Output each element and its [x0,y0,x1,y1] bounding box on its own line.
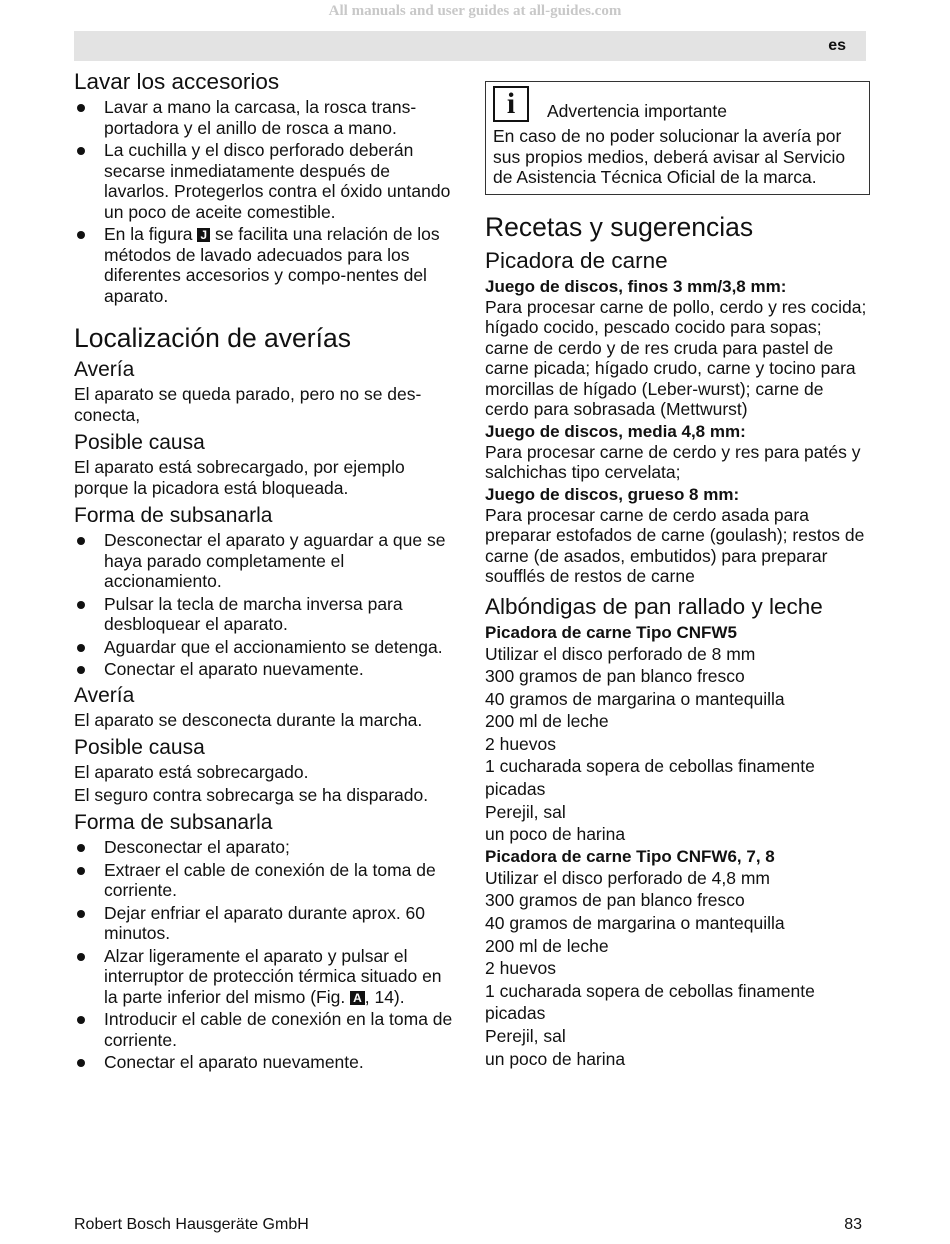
list-item: La cuchilla y el disco perforado deberán secarse inmediatamente después de lavarlos. Protegerlos contra el óxido untando un poco de aceite comestible. [74,140,459,222]
ingredient-line: Perejil, sal [485,801,566,822]
heading-forma-subsanarla: Forma de subsanarla [74,811,273,834]
watermark: All manuals and user guides at all-guides.com [328,3,622,19]
figure-ref-badge: A [350,991,365,1005]
ingredient-line: 2 huevos [485,958,557,979]
steps-list [74,837,459,1073]
important-notice-box [485,81,870,195]
section-title-localizacion: Localización de averías [74,323,351,353]
disc-text: Para procesar carne de cerdo y res para patés y salchichas tipo cervelata; [485,441,861,482]
heading-posible-causa: Posible causa [74,736,205,759]
ingredient-line: 40 gramos de margarina o mantequilla [485,913,785,934]
subsection-title-picadora: Picadora de carne [485,247,668,273]
notice-title: Advertencia importante [547,101,727,121]
right-column [485,81,870,1070]
ingredient-line: 1 cucharada sopera de cebollas finamente picadas [485,756,815,800]
disc-text: Para procesar carne de cerdo asada para preparar estofados de carne (goulash); restos de carne (de asados, embutidos) para preparar soufflés de restos de carne [485,504,865,586]
ingredient-line: un poco de harina [485,1048,626,1069]
ingredient-line: un poco de harina [485,824,626,845]
heading-forma-subsanarla: Forma de subsanarla [74,504,273,527]
ingredient-line: 2 huevos [485,733,557,754]
ingredient-line: 200 ml de leche [485,935,609,956]
heading-posible-causa: Posible causa [74,431,205,454]
recipe-title: Picadora de carne Tipo CNFW6, 7, 8 [485,846,775,866]
disc-title: Juego de discos, finos 3 mm/3,8 mm: [485,276,787,296]
notice-text: En caso de no poder solucionar la avería por sus propios medios, deberá avisar al Servicio de Asistencia Técnica Oficial de la marca. [493,126,846,187]
lavar-list [74,97,459,306]
left-column [74,66,459,1075]
ingredient-line: 200 ml de leche [485,711,609,732]
recipe-title: Picadora de carne Tipo CNFW5 [485,622,737,642]
language-bar [74,31,866,61]
list-item: Desconectar el aparato; [74,837,459,858]
notice-header [493,86,862,122]
causa-text: El aparato está sobrecargado, por ejemplo porque la picadora está bloqueada. [74,457,405,498]
ingredient-line: Perejil, sal [485,1026,566,1046]
page-number: 83 [844,1216,862,1233]
footer-company: Robert Bosch Hausgeräte GmbH [74,1216,309,1233]
causa-text: El aparato está sobrecargado. [74,762,309,782]
list-item: Aguardar que el accionamiento se detenga. [74,637,459,658]
ingredient-line: 1 cucharada sopera de cebollas finamente picadas [485,980,815,1024]
list-item-text: En la figura [104,224,198,244]
list-item-text: Alzar ligeramente el aparato y pulsar el interruptor de protección térmica situado en la parte inferior del mismo (Fig. [104,945,442,1007]
list-item: Desconectar el aparato y aguardar a que se haya parado completamente el accionamiento. [74,530,459,592]
heading-averia: Avería [74,683,135,707]
ingredient-line: 40 gramos de margarina o mantequilla [485,688,785,709]
disc-text: Para procesar carne de pollo, cerdo y res cocida; hígado cocido, pescado cocido para sopas; carne de cerdo y de res cruda para pastel de carne picada; hígado crudo, carne y tocino para morcillas de hígado (Leber-wurst); carne de cerdo para sobrasada (Mettwurst) [485,296,867,419]
ingredient-line: 300 gramos de pan blanco fresco [485,666,745,687]
list-item [74,224,459,306]
list-item: Pulsar la tecla de marcha inversa para desbloquear el aparato. [74,594,459,635]
disc-title: Juego de discos, media 4,8 mm: [485,421,746,441]
list-item: Extraer el cable de conexión de la toma de corriente. [74,860,459,901]
figure-ref-badge: J [197,228,210,242]
list-item: Conectar el aparato nuevamente. [74,1052,459,1073]
language-code: es [828,37,846,54]
averia-text: El aparato se desconecta durante la marcha. [74,709,423,730]
causa-text: El seguro contra sobrecarga se ha disparado. [74,784,429,805]
list-item: Dejar enfriar el aparato durante aprox. 60 minutos. [74,903,459,944]
ingredient-line: Utilizar el disco perforado de 8 mm [485,643,756,664]
heading-averia: Avería [74,358,135,381]
info-icon: i [493,86,529,122]
ingredient-line: Utilizar el disco perforado de 4,8 mm [485,867,770,888]
ingredient-line: 300 gramos de pan blanco fresco [485,890,745,911]
list-item-text: , 14). [364,986,405,1007]
section-title-lavar: Lavar los accesorios [74,69,280,94]
list-item [74,946,459,1008]
list-item: Conectar el aparato nuevamente. [74,659,459,680]
subsection-title-albondigas: Albóndigas de pan rallado y leche [485,593,823,619]
steps-list [74,530,459,680]
list-item-text: se facilita una relación de los métodos de lavado adecuados para los diferentes accesorios y compo-nentes del aparato. [104,224,440,306]
section-title-recetas: Recetas y sugerencias [485,211,754,242]
list-item: Lavar a mano la carcasa, la rosca trans-portadora y el anillo de rosca a mano. [74,97,459,138]
list-item: Introducir el cable de conexión en la toma de corriente. [74,1009,459,1050]
recipe-ingredients [485,643,870,846]
averia-text: El aparato se queda parado, pero no se des-conecta, [74,384,422,425]
recipe-ingredients [485,867,870,1070]
disc-title: Juego de discos, grueso 8 mm: [485,484,740,504]
